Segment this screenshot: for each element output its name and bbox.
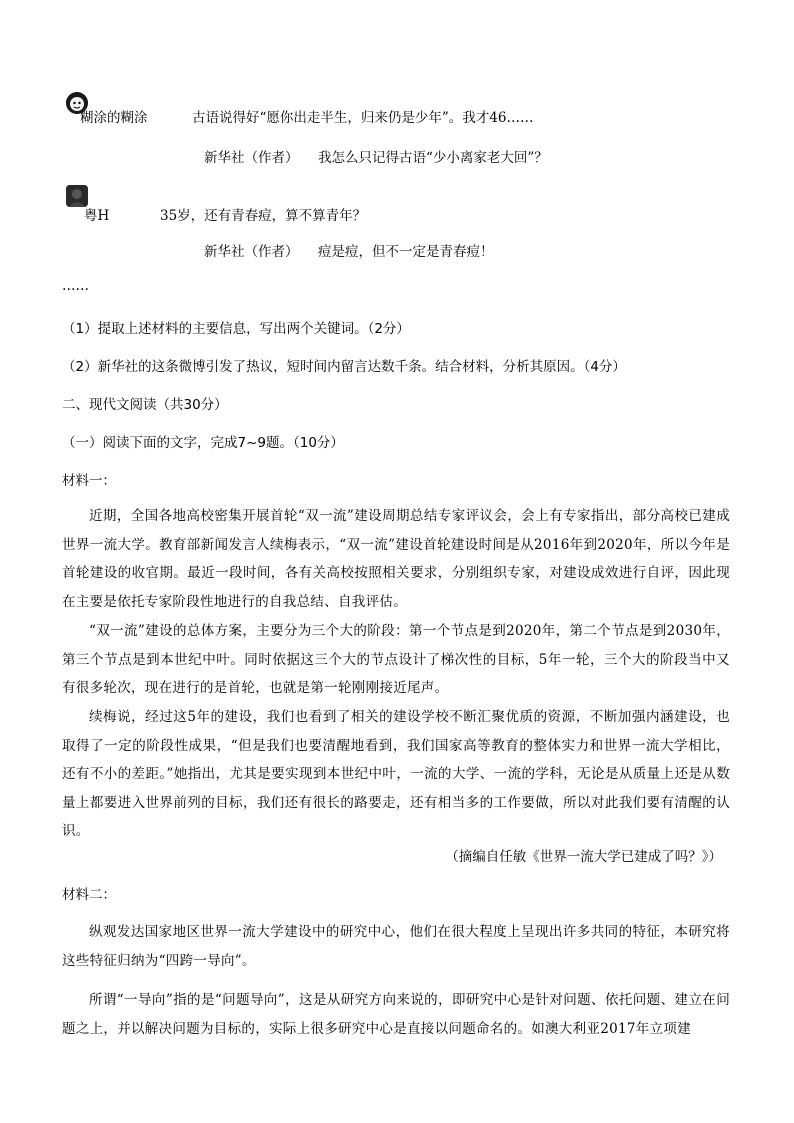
question-1: （1）提取上述材料的主要信息，写出两个关键词。（2分） — [62, 321, 410, 337]
material-1-label: 材料一： — [62, 473, 116, 489]
reply-author: 新华社（作者） — [204, 150, 299, 166]
question-2: （2）新华社的这条微博引发了热议，短时间内留言达数千条。结合材料，分析其原因。（4分） — [62, 359, 626, 375]
material-2-label: 材料二： — [62, 887, 116, 903]
material-2-paragraph: 所谓“一导向”指的是“问题导向”，这是从研究方向来说的，即研究中心是针对问题、依托问题、建立在问题之上，并以解决问题为目标的，实际上很多研究中心是直接以问题命名的。如澳大利亚2017年立项建 — [62, 992, 730, 1037]
comment-text: 35岁，还有青春痘，算不算青年？ — [160, 208, 367, 224]
ellipsis: …… — [62, 278, 89, 294]
material-1-paragraph: “双一流”建设的总体方案，主要分为三个大的阶段：第一个节点是到2020年，第二个节点是到2030年，第三个节点是到本世纪中叶。同时依据这三个大的节点设计了梯次性的目标，5年一轮，三个大的阶段当中又有很多轮次，现在进行的是首轮，也就是第一轮刚刚接近尾声。 — [62, 623, 730, 696]
reply-text: 我怎么只记得古语“少小离家老大回”？ — [318, 150, 548, 166]
material-1-paragraph: 续梅说，经过这5年的建设，我们也看到了相关的建设学校不断汇聚优质的资源，不断加强内涵建设，也取得了一定的阶段性成果，“但是我们也要清醒地看到，我们国家高等教育的整体实力和世界一流大学相比，还有不小的差距。”她指出，尤其是要实现到本世纪中叶，一流的大学、一流的学科，无论是从质量上还是从数量上都要进入世界前列的目标，我们还有很长的路要走，还有相当多的工作要做，所以对此我们要有清醒的认识。 — [62, 709, 730, 839]
reply-author: 新华社（作者） — [204, 244, 299, 260]
comment-username: 粤H — [84, 208, 110, 224]
comment-text: 古语说得好“愿你出走半生，归来仍是少年”。我才46…… — [192, 110, 534, 126]
comment-username: 糊涂的糊涂 — [80, 110, 148, 126]
material-2-paragraph: 纵观发达国家地区世界一流大学建设中的研究中心，他们在很大程度上呈现出许多共同的特征，本研究将这些特征归纳为“四跨一导向”。 — [62, 924, 730, 969]
material-1-source: （摘编自任敏《世界一流大学已建成了吗？》） — [445, 849, 722, 865]
section-title: 二、现代文阅读（共30分） — [62, 397, 228, 413]
material-1-paragraph: 近期，全国各地高校密集开展首轮“双一流”建设周期总结专家评议会，会上有专家指出，部分高校已建成世界一流大学。教育部新闻发言人续梅表示，“双一流”建设首轮建设时间是从2016年到2020年，所以今年是首轮建设的收官期。最近一段时间，各有关高校按照相关要求，分别组织专家，对建设成效进行自评，因此现在主要是依托专家阶段性地进行的自我总结、自我评估。 — [62, 508, 730, 610]
reply-text: 痘是痘，但不一定是青春痘！ — [318, 244, 494, 260]
subsection-title: （一）阅读下面的文字，完成7~9题。（10分） — [62, 435, 344, 451]
